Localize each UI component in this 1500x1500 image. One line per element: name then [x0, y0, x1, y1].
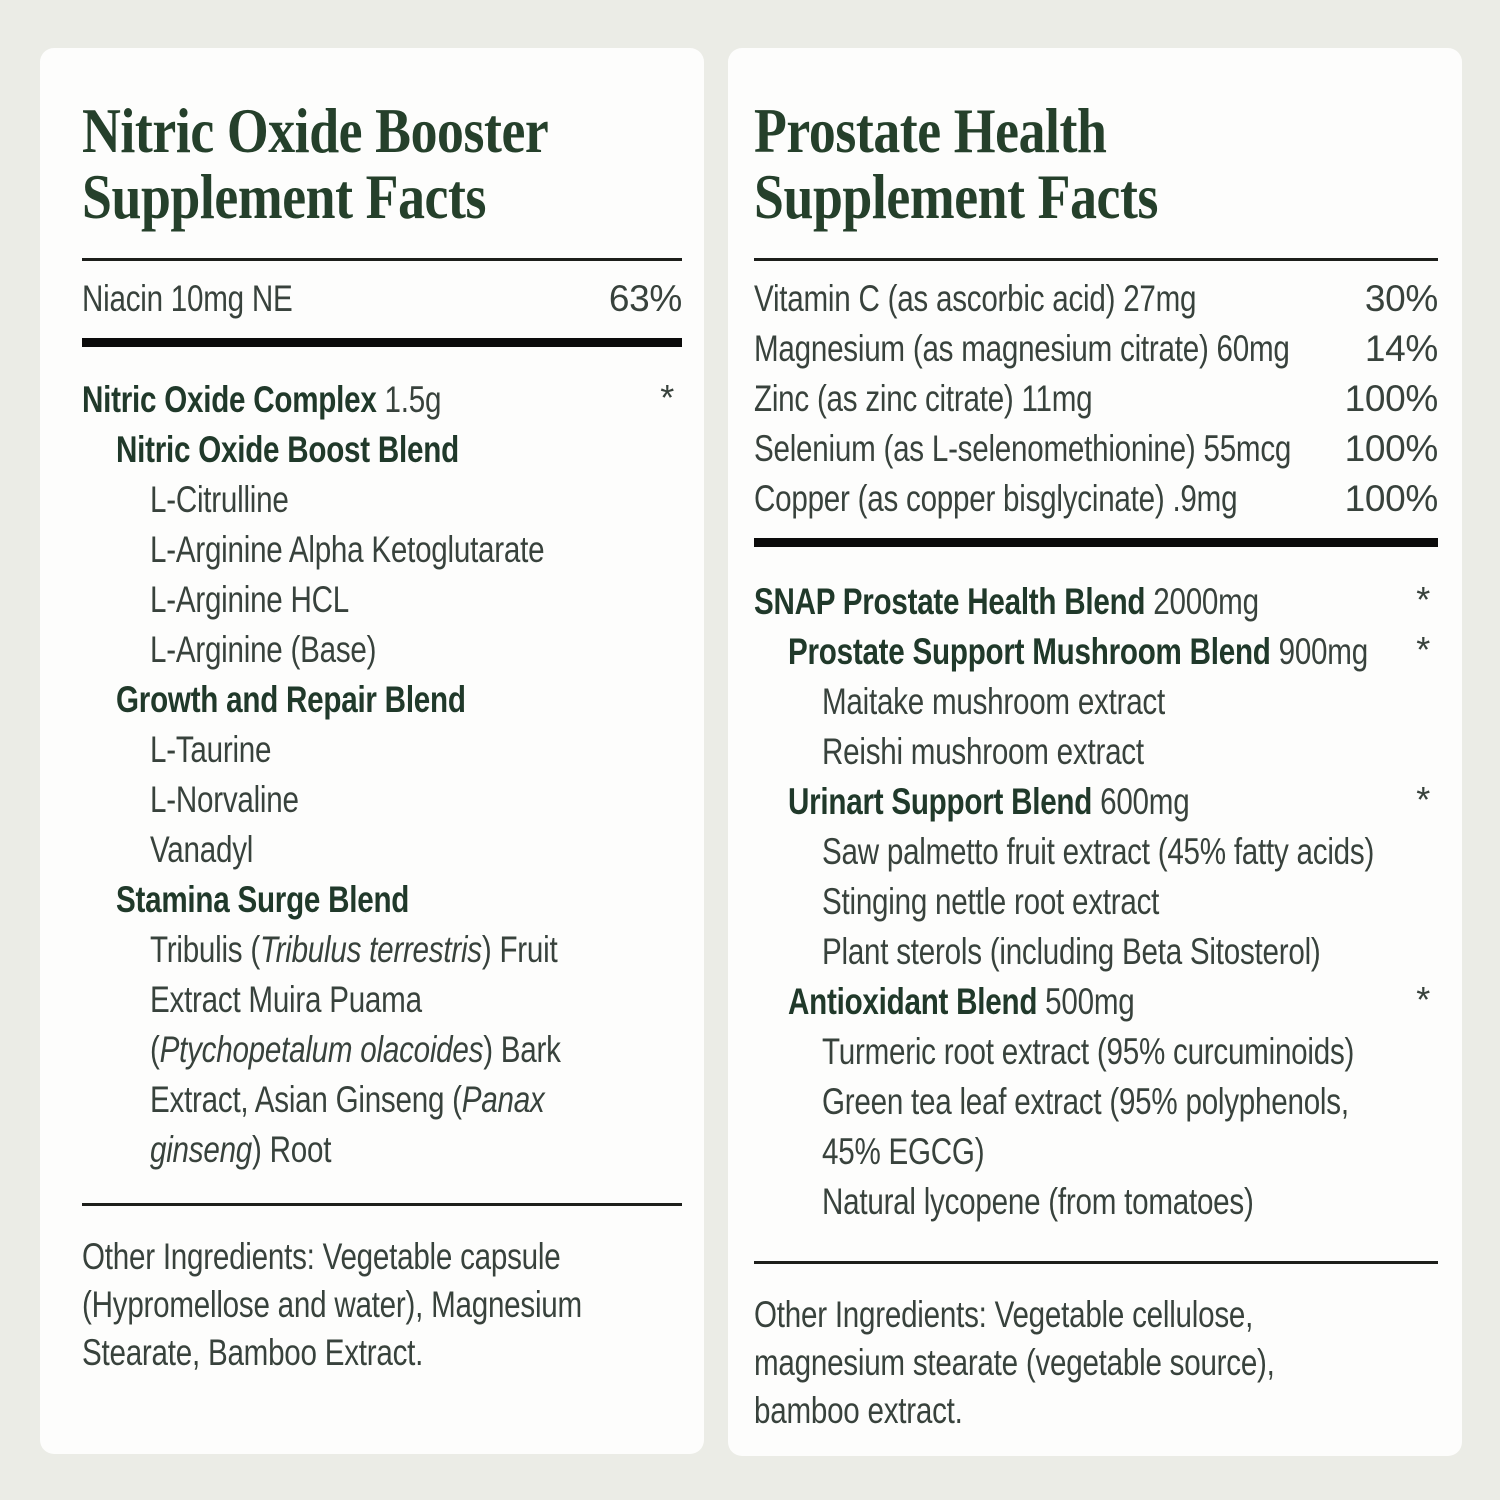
- nutrient-name: Zinc (as zinc citrate) 11mg: [754, 378, 1093, 419]
- blend-row: [754, 777, 1438, 827]
- nutrient-row: [82, 274, 682, 324]
- nutrient-row: [754, 474, 1438, 524]
- daily-value-asterisk: *: [660, 377, 674, 418]
- other-ingredients-line: Other Ingredients: Vegetable cellulose,: [754, 1294, 1254, 1335]
- ingredient-text: Reishi mushroom extract: [822, 731, 1144, 772]
- other-ingredients-line: Stearate, Bamboo Extract.: [82, 1332, 424, 1373]
- daily-value-percent: 14%: [1364, 328, 1438, 369]
- row-text: [150, 525, 544, 575]
- row-text: [788, 777, 1189, 827]
- row-text: [150, 1075, 545, 1125]
- nutrient-row: [754, 424, 1438, 474]
- other-ingredients-line: Other Ingredients: Vegetable capsule: [82, 1236, 561, 1277]
- ingredient-text: (: [150, 1029, 160, 1070]
- panel-title: [82, 95, 682, 232]
- ingredient-text: Vanadyl: [150, 829, 254, 870]
- ingredient-row: [754, 827, 1438, 877]
- title-line: Supplement Facts: [754, 161, 1158, 232]
- prostate-health-supplement-panel: [728, 48, 1462, 1456]
- ingredient-row: [754, 1027, 1438, 1077]
- blend-row: [82, 425, 682, 475]
- ingredient-text: Saw palmetto fruit extract (45% fatty acids): [822, 831, 1375, 872]
- nitric-oxide-supplement-panel: [40, 48, 704, 1454]
- row-text: [116, 875, 409, 925]
- ingredient-row: [754, 927, 1438, 977]
- ingredient-text: ) Root: [252, 1129, 332, 1170]
- blend-list: [82, 375, 682, 1175]
- row-text: [150, 575, 349, 625]
- daily-value-asterisk: *: [1416, 779, 1430, 820]
- ingredient-row: [82, 925, 682, 975]
- other-ingredients-text: [82, 1233, 682, 1377]
- ingredient-text: ) Bark: [483, 1029, 561, 1070]
- row-text: [150, 775, 299, 825]
- divider-thick: [754, 538, 1438, 547]
- daily-value-percent: 100%: [1344, 478, 1438, 519]
- nutrient-row: [754, 274, 1438, 324]
- daily-value-percent: 30%: [1364, 278, 1438, 319]
- ingredient-text: Plant sterols (including Beta Sitosterol): [822, 931, 1321, 972]
- blend-row: [754, 627, 1438, 677]
- daily-value-percent: 63%: [608, 278, 682, 319]
- ingredient-text: L-Arginine Alpha Ketoglutarate: [150, 529, 545, 570]
- daily-value-asterisk: *: [1416, 629, 1430, 670]
- ingredient-row: [82, 975, 682, 1025]
- ingredient-row: [754, 877, 1438, 927]
- blend-amount: 500mg: [1037, 981, 1135, 1022]
- row-text: [788, 627, 1368, 677]
- blend-row: [82, 675, 682, 725]
- ingredient-row: [754, 1077, 1438, 1127]
- nutrient-row: [754, 324, 1438, 374]
- row-text: [150, 625, 376, 675]
- row-text: [150, 825, 253, 875]
- nutrient-list: [82, 261, 682, 338]
- latin-name-italic: Panax: [461, 1079, 545, 1120]
- divider-thin: [754, 1261, 1438, 1264]
- title-line: Nitric Oxide Booster: [82, 95, 549, 166]
- blend-amount: 600mg: [1092, 781, 1190, 822]
- row-text: [82, 375, 441, 425]
- divider-thick: [82, 338, 682, 347]
- row-text: [822, 677, 1165, 727]
- nutrient-list: [754, 261, 1438, 538]
- ingredient-row: [754, 727, 1438, 777]
- nutrient-name: Copper (as copper bisglycinate) .9mg: [754, 478, 1238, 519]
- ingredient-text: Green tea leaf extract (95% polyphenols,: [822, 1081, 1349, 1122]
- row-text: [116, 425, 459, 475]
- blend-name: Antioxidant Blend: [788, 981, 1038, 1022]
- ingredient-row: [82, 575, 682, 625]
- ingredient-text: Extract Muira Puama: [150, 979, 422, 1020]
- ingredient-text: 45% EGCG): [822, 1131, 985, 1172]
- row-text: [822, 877, 1159, 927]
- ingredient-row: [82, 825, 682, 875]
- ingredient-row: [82, 775, 682, 825]
- ingredient-row: [82, 1125, 682, 1175]
- blend-amount: 2000mg: [1145, 581, 1259, 622]
- row-text: [754, 577, 1259, 627]
- row-text: [116, 675, 466, 725]
- ingredient-row: [82, 725, 682, 775]
- other-ingredients-text: [754, 1291, 1438, 1435]
- ingredient-text: L-Arginine (Base): [150, 629, 377, 670]
- ingredient-row: [82, 1025, 682, 1075]
- latin-name-italic: Tribulus terrestris: [259, 929, 482, 970]
- ingredient-row: [754, 1127, 1438, 1177]
- daily-value-asterisk: *: [1416, 579, 1430, 620]
- row-text: [822, 1077, 1349, 1127]
- ingredient-row: [754, 1177, 1438, 1227]
- ingredient-text: Stinging nettle root extract: [822, 881, 1160, 922]
- ingredient-text: L-Arginine HCL: [150, 579, 349, 620]
- ingredient-text: L-Citrulline: [150, 479, 289, 520]
- row-text: [150, 975, 422, 1025]
- row-text: [788, 977, 1134, 1027]
- blend-name: Growth and Repair Blend: [116, 679, 466, 720]
- blend-row: [82, 375, 682, 425]
- panel-title: [754, 95, 1438, 232]
- row-text: [822, 1177, 1254, 1227]
- blend-name: Nitric Oxide Boost Blend: [116, 429, 459, 470]
- blend-name: SNAP Prostate Health Blend: [754, 581, 1146, 622]
- daily-value-percent: 100%: [1344, 378, 1438, 419]
- blend-row: [754, 577, 1438, 627]
- ingredient-text: L-Taurine: [150, 729, 272, 770]
- ingredient-text: Natural lycopene (from tomatoes): [822, 1181, 1254, 1222]
- row-text: [150, 725, 271, 775]
- ingredient-text: L-Norvaline: [150, 779, 299, 820]
- blend-row: [754, 977, 1438, 1027]
- title-line: Prostate Health: [754, 95, 1107, 166]
- row-text: [822, 1127, 984, 1177]
- divider-thin: [82, 1203, 682, 1206]
- latin-name-italic: Ptychopetalum olacoides: [159, 1029, 484, 1070]
- nutrient-name: Selenium (as L-selenomethionine) 55mcg: [754, 428, 1292, 469]
- blend-name: Stamina Surge Blend: [116, 879, 410, 920]
- blend-name: Nitric Oxide Complex: [82, 379, 377, 420]
- daily-value-percent: 100%: [1344, 428, 1438, 469]
- ingredient-text: Turmeric root extract (95% curcuminoids): [822, 1031, 1355, 1072]
- nutrient-name: Magnesium (as magnesium citrate) 60mg: [754, 328, 1290, 369]
- ingredient-text: Maitake mushroom extract: [822, 681, 1165, 722]
- nutrient-name: Vitamin C (as ascorbic acid) 27mg: [754, 278, 1197, 319]
- row-text: [150, 1125, 331, 1175]
- daily-value-asterisk: *: [1416, 979, 1430, 1020]
- other-ingredients-line: (Hypromellose and water), Magnesium: [82, 1284, 582, 1325]
- ingredient-row: [82, 1075, 682, 1125]
- nutrient-name: Niacin 10mg NE: [82, 278, 293, 319]
- blend-amount: 1.5g: [376, 379, 442, 420]
- title-line: Supplement Facts: [82, 161, 486, 232]
- ingredient-text: Extract, Asian Ginseng (: [150, 1079, 462, 1120]
- row-text: [822, 727, 1144, 777]
- latin-name-italic: ginseng: [150, 1129, 253, 1170]
- ingredient-row: [82, 525, 682, 575]
- row-text: [822, 1027, 1354, 1077]
- ingredient-row: [82, 475, 682, 525]
- blend-name: Urinart Support Blend: [788, 781, 1093, 822]
- other-ingredients-line: bamboo extract.: [754, 1390, 963, 1431]
- row-text: [822, 827, 1374, 877]
- other-ingredients-line: magnesium stearate (vegetable source),: [754, 1342, 1275, 1383]
- blend-amount: 900mg: [1270, 631, 1368, 672]
- row-text: [150, 475, 289, 525]
- ingredient-text: Tribulis (: [150, 929, 260, 970]
- row-text: [150, 925, 557, 975]
- ingredient-row: [754, 677, 1438, 727]
- blend-list: [754, 577, 1438, 1227]
- row-text: [822, 927, 1321, 977]
- ingredient-text: ) Fruit: [481, 929, 558, 970]
- blend-name: Prostate Support Mushroom Blend: [788, 631, 1271, 672]
- ingredient-row: [82, 625, 682, 675]
- nutrient-row: [754, 374, 1438, 424]
- blend-row: [82, 875, 682, 925]
- row-text: [150, 1025, 561, 1075]
